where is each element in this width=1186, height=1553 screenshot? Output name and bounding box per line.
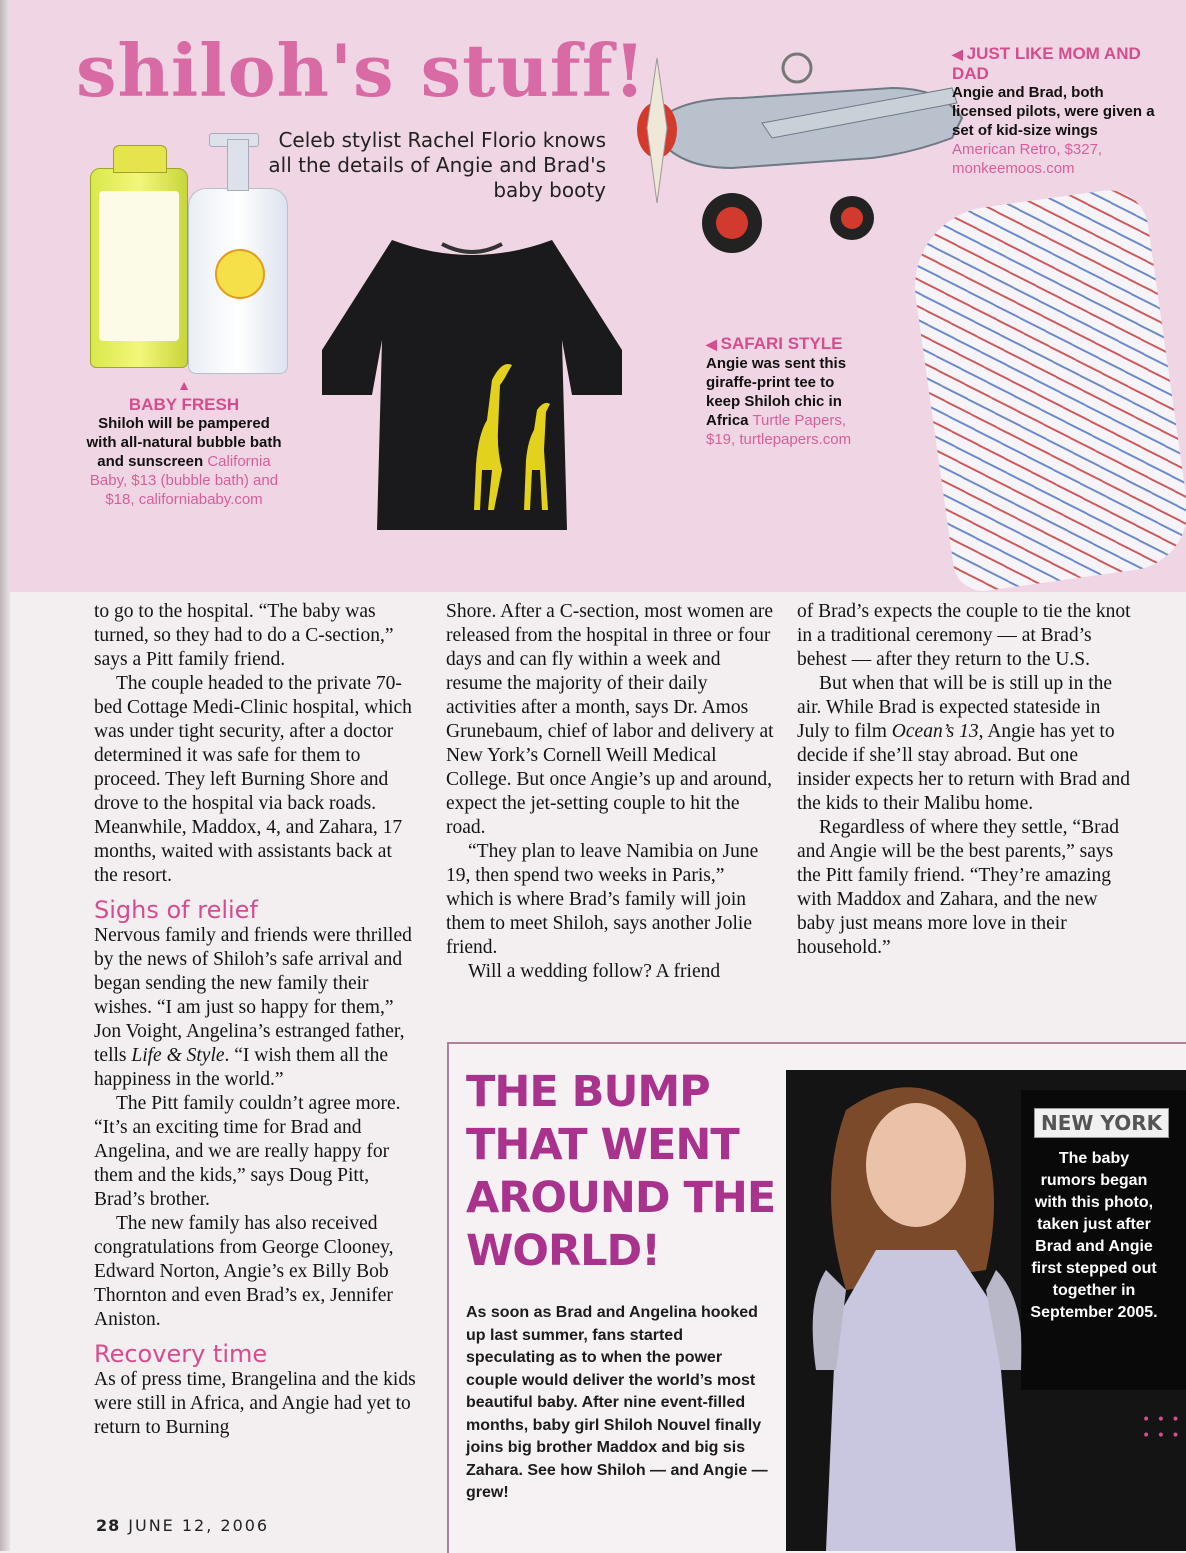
caption-baby-fresh <box>84 376 284 509</box>
sidebar-title: THE BUMP THAT WENT AROUND THE WORLD! <box>466 1067 776 1276</box>
left-arrow-icon: ◀ <box>952 46 967 62</box>
bottle-label <box>99 191 179 341</box>
caption-kicker-text: SAFARI STYLE <box>720 334 843 353</box>
bubble-bath-bottle-image <box>90 168 188 368</box>
paragraph: Will a wedding follow? A friend <box>468 961 721 982</box>
issue-date: JUNE 12, 2006 <box>128 1516 270 1535</box>
paragraph: “They plan to leave Namibia on June 19, then spend two weeks in Paris,” which is where Brad’s family will join them to meet Shiloh, says another Jolie friend. <box>446 841 759 958</box>
photo-location-label: NEW YORK <box>1034 1108 1169 1138</box>
caption-credit: California Baby, $13 (bubble bath) and $18, californiababy.com <box>89 453 279 508</box>
caption-text: Shiloh will be pampered with all-natural bubble bath and sunscreen <box>86 415 282 470</box>
caption-safari-style <box>706 334 862 449</box>
paragraph: As of press time, Brangelina and the kids were still in Africa, and Angie had yet to return to Burning <box>94 1369 416 1438</box>
caption-text: Angie was sent this giraffe-print tee to keep Shiloh chic in Africa <box>706 355 847 429</box>
article-column-1 <box>94 600 420 1440</box>
sidebar-body: As soon as Brad and Angelina hooked up last summer, fans started speculating as to when the power couple would deliver the world’s most beautiful baby. After nine event-filled months, baby girl Shiloh Nouvel finally joins big brother Maddox and big sis Zahara. See how Shiloh — and Angie — grew! <box>466 1304 768 1501</box>
paragraph: Shore. After a C-section, most women are released from the hospital in three or four days and can fly within a week and resume the majority of their daily activities after a month, says Dr. Amos Grunebaum, chief of labor and delivery at New York’s Cornell Weill Medical College. But once Angie’s up and around, expect the jet-setting couple to hit the road. <box>446 601 774 838</box>
paragraph: The new family has also received congratulations from George Clooney, Edward Norton, Angie’s ex Billy Bob Thornton and even Brad’s ex, Jennifer Aniston. <box>94 1213 394 1330</box>
caption-kicker: BABY FRESH <box>128 395 240 414</box>
page-gutter <box>0 0 10 1551</box>
subhead: Sighs of relief <box>94 896 258 924</box>
photo-caption: The baby rumors began with this photo, taken just after Brad and Angie first stepped out together in September 2005. <box>1030 1150 1158 1321</box>
paragraph: of Brad’s expects the couple to tie the knot in a traditional ceremony — at Brad’s behest — after they return to the U.S. <box>797 601 1131 670</box>
giraffe-tee-image <box>322 230 622 530</box>
left-arrow-icon: ◀ <box>706 336 721 352</box>
publication-name: Life & Style <box>131 1045 225 1066</box>
article-column-3 <box>797 600 1131 960</box>
text-run: But when that will be is still up in the air. While Brad is expected stateside in July to film <box>797 673 1113 742</box>
paragraph: The couple headed to the private 70-bed Cottage Medi-Clinic hospital, which was under tight security, after a doctor determined it was safe for them to proceed. They left Burning Shore and drove to the hospital via back roads. Meanwhile, Maddox, 4, and Zahara, 17 months, waited with assistants back at the resort. <box>94 673 412 886</box>
paragraph: Regardless of where they settle, “Brad and Angie will be the best parents,” says the Pitt family friend. “They’re amazing with Maddox and Zahara, and the new baby just means more love in their household.” <box>797 817 1119 958</box>
bottle-cap <box>113 145 167 173</box>
smiley-sun-logo <box>215 249 265 299</box>
film-title: Ocean’s 13 <box>891 721 979 742</box>
deck-text: Celeb stylist Rachel Florio knows all the details of Angie and Brad's baby booty <box>268 128 606 202</box>
paragraph <box>797 672 1131 816</box>
caption-kicker-text: JUST LIKE MOM AND DAD <box>952 44 1141 83</box>
caption-credit: American Retro, $327, monkeemoos.com <box>952 141 1103 177</box>
subhead: Recovery time <box>94 1340 268 1368</box>
text-run: Nervous family and friends were thrilled by the news of Shiloh’s safe arrival and began sending the new family their wishes. “I am just so happy for them,” Jon Voight, Angelina’s estranged father, tells <box>94 925 412 1066</box>
paragraph: to go to the hospital. “The baby was turned, so they had to do a C-section,” says a Pitt family friend. <box>94 601 394 670</box>
caption-kicker <box>952 44 1164 83</box>
article-column-2 <box>446 600 776 984</box>
text-run: , Angie has yet to decide if she’ll stay abroad. But one insider expects her to return with Brad and the kids to their Malibu home. <box>797 721 1131 814</box>
caption-kicker <box>706 334 862 354</box>
text-run: . “I wish them all the happiness in the world.” <box>94 1045 389 1090</box>
pedal-plane-image <box>612 28 972 258</box>
caption-just-like <box>952 44 1164 178</box>
pump-stem <box>227 139 249 191</box>
decorative-dots: • • • • • • <box>1142 1412 1181 1444</box>
page-folio <box>96 1516 269 1535</box>
page-title: shiloh's stuff! <box>76 28 647 113</box>
sunscreen-bottle-image <box>188 188 288 374</box>
caption-credit: Turtle Papers, $19, turtlepapers.com <box>706 412 852 448</box>
page-number: 28 <box>96 1516 121 1535</box>
up-arrow-icon: ▲ <box>177 377 191 393</box>
paragraph <box>94 924 420 1092</box>
caption-text: Angie and Brad, both licensed pilots, were given a set of kid-size wings <box>952 84 1155 139</box>
paragraph: The Pitt family couldn’t agree more. “It’s an exciting time for Brad and Angelina, and we are really happy for them and the kids,” says Doug Pitt, Brad’s brother. <box>94 1093 401 1210</box>
